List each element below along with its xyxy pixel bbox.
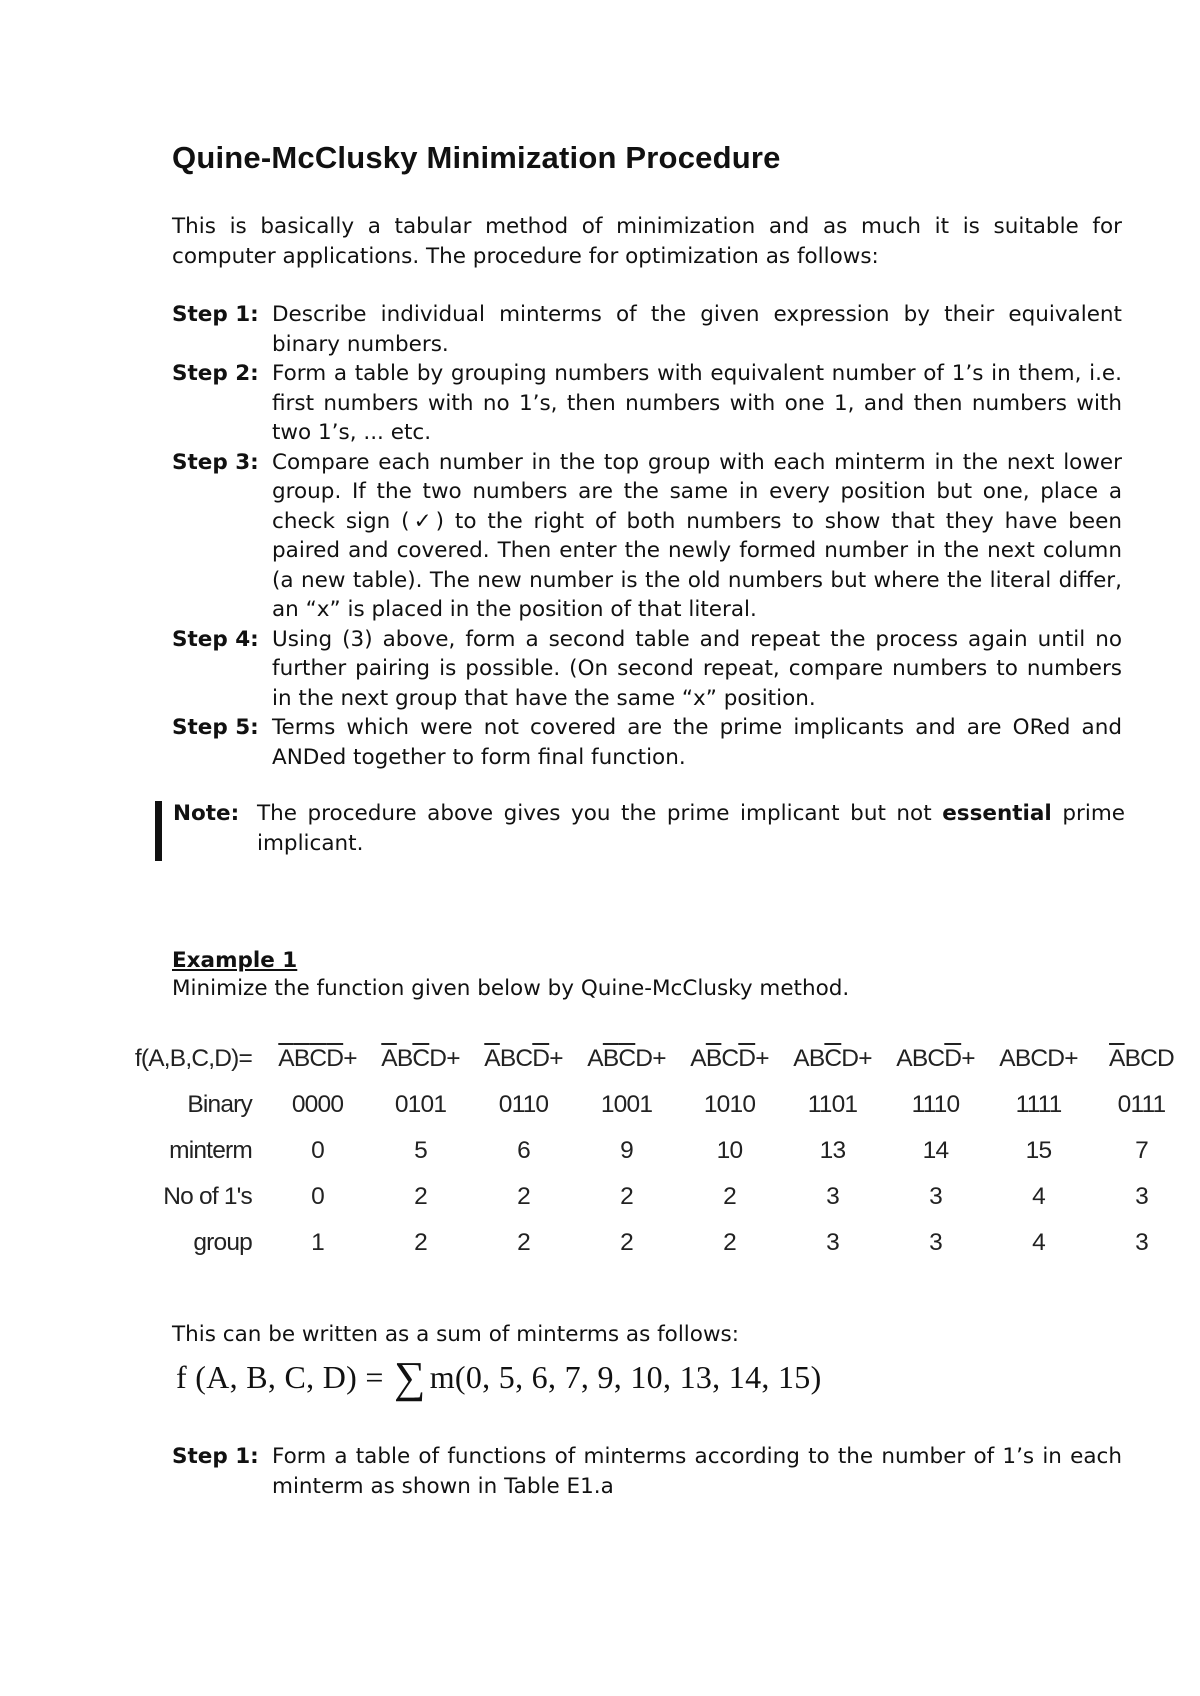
literal: C — [1030, 1045, 1048, 1072]
literal: A — [690, 1045, 706, 1072]
table-cell: 2 — [414, 1183, 427, 1210]
minterm-expression — [884, 1036, 987, 1082]
intro-paragraph: This is basically a tabular method of minimization and as much it is suitable for computer applications. The procedure for optimization as follows: — [172, 214, 1122, 269]
literal: $\overline{C}$ — [618, 1045, 636, 1072]
table-cell: 0111 — [1117, 1091, 1166, 1118]
step-label: Step 2: — [172, 361, 259, 386]
literal: B — [396, 1045, 413, 1072]
note-margin-bar — [155, 801, 162, 861]
literal: B — [911, 1045, 928, 1072]
literal: $\overline{A}$ — [1109, 1045, 1125, 1072]
table-cell: 3 — [826, 1229, 839, 1256]
minterm-expression — [1090, 1036, 1193, 1082]
note-emphasis: essential — [942, 801, 1052, 826]
row-label: No of 1's — [163, 1183, 252, 1210]
minterm-row — [112, 1128, 1193, 1174]
table-cell: 3 — [929, 1183, 942, 1210]
step-1 — [172, 1442, 1122, 1501]
table-cell: 4 — [1032, 1183, 1045, 1210]
table-cell: 4 — [1032, 1229, 1045, 1256]
minterm-expression — [472, 1036, 575, 1082]
literal: C — [1140, 1045, 1158, 1072]
table-cell: 1 — [311, 1229, 324, 1256]
step-4 — [172, 625, 1122, 714]
literal: A — [896, 1045, 912, 1072]
note-text — [173, 799, 1125, 858]
plus-sign: + — [858, 1045, 872, 1072]
page-title: Quine-McClusky Minimization Procedure — [172, 140, 781, 175]
literal: B — [499, 1045, 516, 1072]
literal: $\overline{B}$ — [293, 1045, 310, 1072]
table-cell: 2 — [620, 1183, 633, 1210]
table-cell: 1101 — [807, 1091, 858, 1118]
row-label: Binary — [187, 1091, 252, 1118]
step-text: Form a table by grouping numbers with equivalent number of 1’s in them, i.e. first numbers with no 1’s, then numbers with one 1, and then numbers with two 1’s, ... etc. — [272, 361, 1122, 445]
table-cell: 3 — [1135, 1183, 1148, 1210]
literal: B — [808, 1045, 825, 1072]
literal: D — [1157, 1045, 1174, 1072]
literal: B — [1124, 1045, 1141, 1072]
ones-count-row — [112, 1174, 1193, 1220]
table-cell: 3 — [929, 1229, 942, 1256]
table-cell: 2 — [414, 1229, 427, 1256]
step-label: Step 3: — [172, 449, 259, 475]
function-table — [112, 1036, 1193, 1266]
table-cell: 10 — [716, 1137, 743, 1164]
table-cell: 15 — [1025, 1137, 1052, 1164]
step-2 — [172, 359, 1122, 448]
table-cell: 1001 — [600, 1091, 653, 1118]
plus-sign: + — [446, 1045, 460, 1072]
literal: A — [587, 1045, 603, 1072]
step-text: Form a table of functions of minterms according to the number of 1’s in each minterm as shown in Table E1.a — [272, 1444, 1122, 1499]
minterm-expression — [781, 1036, 884, 1082]
literal: $\overline{B}$ — [705, 1045, 722, 1072]
step-label: Step 1: — [172, 302, 259, 327]
literal: C — [721, 1045, 739, 1072]
step-text: Describe individual minterms of the given expression by their equivalent binary numbers. — [272, 302, 1122, 357]
table-cell: 0110 — [498, 1091, 549, 1118]
literal: D — [429, 1045, 447, 1072]
note-text-after: prime implicant. — [257, 801, 1125, 856]
table-cell: 7 — [1135, 1137, 1148, 1164]
literal: $\overline{D}$ — [738, 1045, 756, 1072]
minterm-expression — [266, 1036, 369, 1082]
step-label: Step 5: — [172, 715, 259, 740]
table-cell: 13 — [819, 1137, 846, 1164]
table-cell: 9 — [620, 1137, 633, 1164]
table-cell: 2 — [517, 1183, 530, 1210]
step-5 — [172, 713, 1122, 772]
step-text: Terms which were not covered are the prime implicants and are ORed and ANDed together to form final function. — [272, 715, 1122, 770]
plus-sign: + — [755, 1045, 769, 1072]
function-row — [112, 1036, 1193, 1082]
step-label: Step 4: — [172, 626, 259, 652]
binary-row — [112, 1082, 1193, 1128]
group-row — [112, 1220, 1193, 1266]
minterm-expression — [369, 1036, 472, 1082]
literal: $\overline{A}$ — [381, 1045, 397, 1072]
minterm-expression — [987, 1036, 1090, 1082]
literal: $\overline{C}$ — [412, 1045, 430, 1072]
table-cell: 6 — [517, 1137, 530, 1164]
step-1 — [172, 300, 1122, 359]
plus-sign: + — [549, 1045, 563, 1072]
step-text: Using (3) above, form a second table and repeat the process again until no further pairing is possible. (On second repeat, compare numbers to numbers in the next group that have the same “x” position. — [272, 626, 1122, 711]
minterm-expression — [575, 1036, 678, 1082]
table-cell: 1111 — [1015, 1091, 1062, 1118]
sum-of-minterms-text: This can be written as a sum of minterms as follows: — [172, 1322, 739, 1347]
table-cell: 5 — [414, 1137, 427, 1164]
literal: $\overline{D}$ — [944, 1045, 962, 1072]
literal: $\overline{B}$ — [602, 1045, 619, 1072]
table-cell: 0 — [311, 1137, 324, 1164]
note-box — [155, 799, 1125, 858]
literal: $\overline{C}$ — [824, 1045, 842, 1072]
literal: B — [1014, 1045, 1031, 1072]
literal: D — [1047, 1045, 1065, 1072]
literal: $\overline{C}$ — [309, 1045, 327, 1072]
row-label: f(A,B,C,D)= — [134, 1045, 252, 1072]
sigma-symbol: ∑ — [394, 1353, 426, 1402]
minterm-expression — [678, 1036, 781, 1082]
plus-sign: + — [961, 1045, 975, 1072]
literal: C — [927, 1045, 945, 1072]
literal: A — [793, 1045, 809, 1072]
literal: A — [999, 1045, 1015, 1072]
table-cell: 0101 — [394, 1091, 447, 1118]
plus-sign: + — [343, 1045, 357, 1072]
literal: $\overline{A}$ — [484, 1045, 500, 1072]
row-label: group — [193, 1229, 252, 1256]
step-3 — [172, 448, 1122, 625]
table-cell: 3 — [826, 1183, 839, 1210]
example-description: Minimize the function given below by Quine-McClusky method. — [172, 976, 850, 1001]
procedure-steps — [172, 300, 1122, 772]
literal: D — [841, 1045, 859, 1072]
table-cell: 14 — [922, 1137, 949, 1164]
step-label: Step 1: — [172, 1444, 259, 1469]
example-heading: Example 1 — [172, 948, 298, 973]
table-cell: 2 — [620, 1229, 633, 1256]
plus-sign: + — [1064, 1045, 1078, 1072]
table-cell: 0 — [311, 1183, 324, 1210]
minterm-formula — [176, 1352, 822, 1403]
row-label: minterm — [169, 1137, 252, 1164]
literal: $\overline{A}$ — [278, 1045, 294, 1072]
table-cell: 3 — [1135, 1229, 1148, 1256]
note-text-before: The procedure above gives you the prime implicant but not — [257, 801, 932, 826]
plus-sign: + — [652, 1045, 666, 1072]
formula-lhs: f (A, B, C, D) = — [176, 1359, 384, 1395]
table-cell: 2 — [723, 1183, 736, 1210]
formula-rhs: m(0, 5, 6, 7, 9, 10, 13, 14, 15) — [429, 1359, 822, 1395]
literal: $\overline{D}$ — [326, 1045, 344, 1072]
literal: $\overline{D}$ — [532, 1045, 550, 1072]
example-step-1 — [172, 1442, 1122, 1501]
table-cell: 0000 — [291, 1091, 344, 1118]
note-label: Note: — [173, 801, 240, 826]
literal: D — [635, 1045, 653, 1072]
table-cell: 2 — [723, 1229, 736, 1256]
step-text: Compare each number in the top group with each minterm in the next lower group. If the two numbers are the same in every position but one, place a check sign (✓) to the right of both numbers to show that they have been paired and covered. Then enter the newly formed number in the next column (a new table). The new number is the old numbers but where the literal differ, an “x” is placed in the position of that literal. — [272, 449, 1122, 622]
table-cell: 1010 — [703, 1091, 756, 1118]
table-cell: 2 — [517, 1229, 530, 1256]
table-cell: 1110 — [911, 1091, 960, 1118]
literal: C — [515, 1045, 533, 1072]
